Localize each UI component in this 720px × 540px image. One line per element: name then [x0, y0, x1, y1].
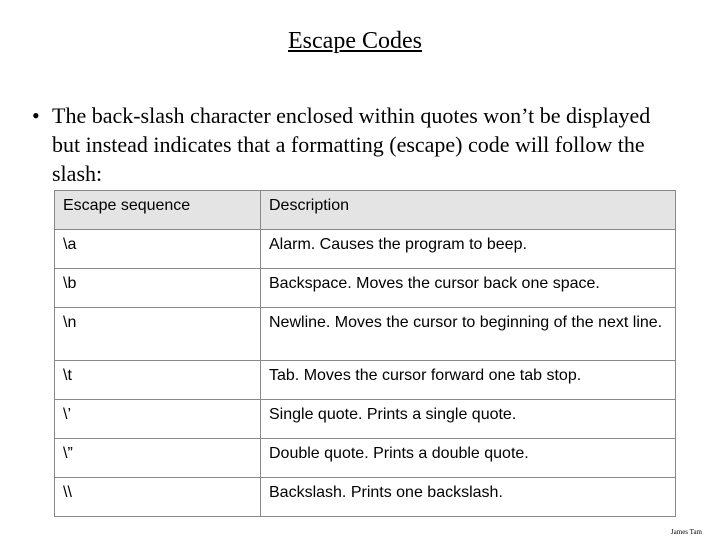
- table-row: [55, 361, 676, 400]
- bullet-paragraph: [32, 101, 672, 188]
- escape-code-cell: \t: [55, 361, 261, 400]
- escape-code-cell: \b: [55, 269, 261, 308]
- page-title: Escape Codes: [288, 28, 422, 54]
- table-row: [55, 439, 676, 478]
- description-cell: Alarm. Causes the program to beep.: [261, 230, 676, 269]
- escape-code-cell: \’: [55, 400, 261, 439]
- table-row: [55, 308, 676, 361]
- table-header-row: [55, 191, 676, 230]
- escape-code-cell: \”: [55, 439, 261, 478]
- escape-code-cell: \n: [55, 308, 261, 361]
- description-cell: Backspace. Moves the cursor back one space.: [261, 269, 676, 308]
- description-cell: Tab. Moves the cursor forward one tab stop.: [261, 361, 676, 400]
- description-cell: Backslash. Prints one backslash.: [261, 478, 676, 517]
- table-row: [55, 478, 676, 517]
- table-row: [55, 400, 676, 439]
- escape-codes-table: [54, 190, 676, 517]
- header-description: Description: [261, 191, 676, 230]
- bullet-text: The back-slash character enclosed within quotes won’t be displayed but instead indicates that a formatting (escape) code will follow the slash:: [52, 103, 651, 186]
- author-footer: James Tam: [670, 528, 702, 536]
- escape-code-cell: \a: [55, 230, 261, 269]
- description-cell: Newline. Moves the cursor to beginning of the next line.: [261, 308, 676, 361]
- description-cell: Single quote. Prints a single quote.: [261, 400, 676, 439]
- bullet-symbol: •: [32, 103, 40, 128]
- table-row: [55, 230, 676, 269]
- header-escape-sequence: Escape sequence: [55, 191, 261, 230]
- description-cell: Double quote. Prints a double quote.: [261, 439, 676, 478]
- table-row: [55, 269, 676, 308]
- escape-code-cell: \\: [55, 478, 261, 517]
